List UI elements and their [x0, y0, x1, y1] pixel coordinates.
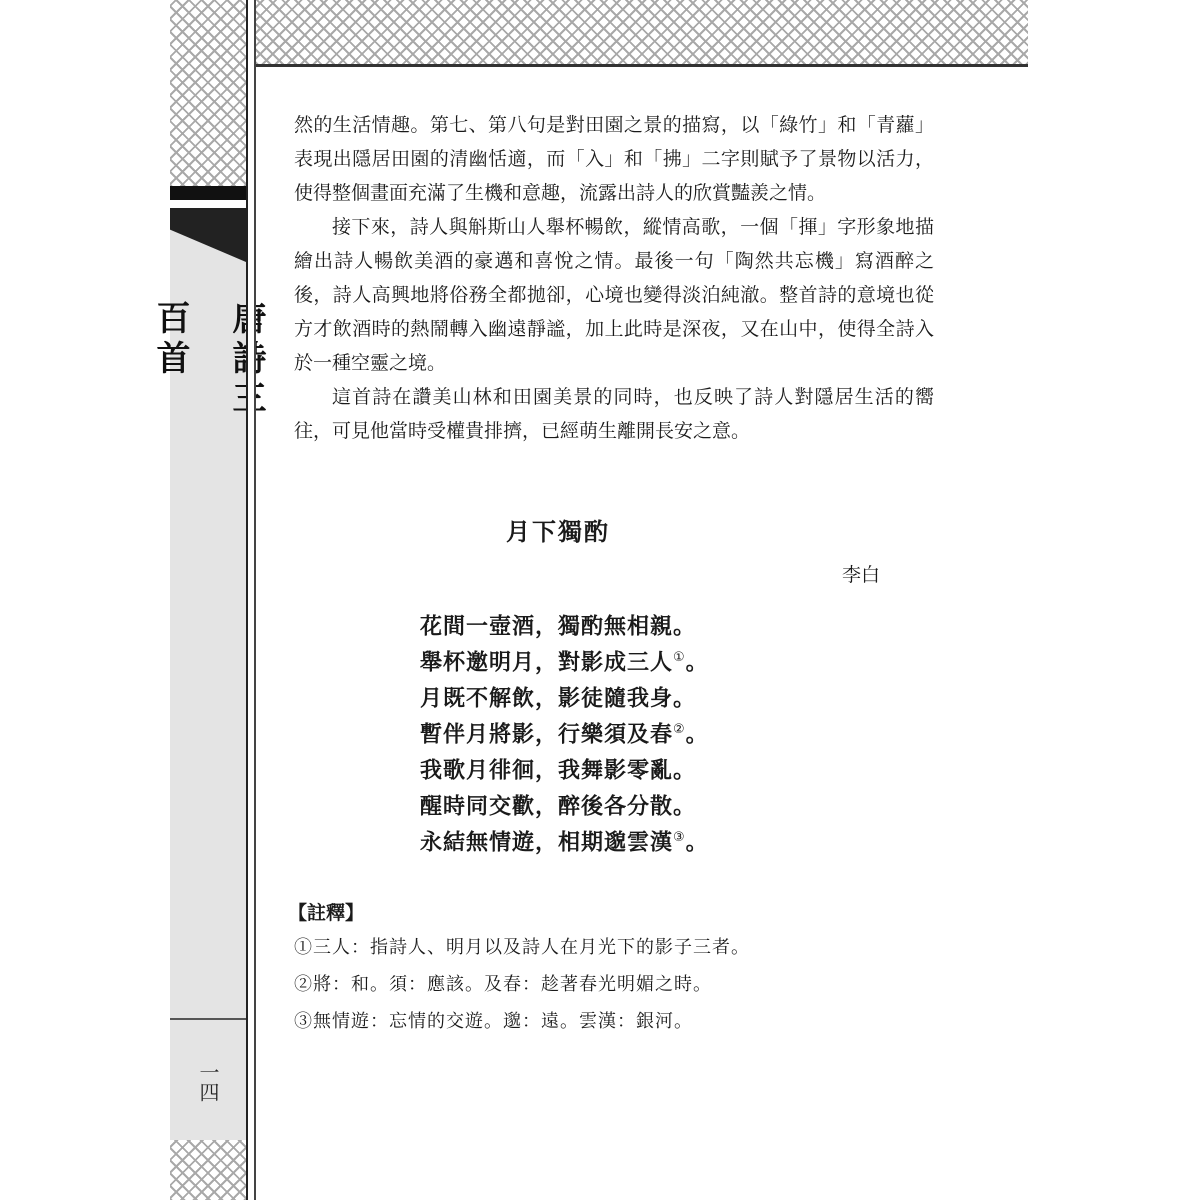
poem-title: 月下獨酌 [506, 518, 610, 546]
sidebar [150, 0, 246, 1200]
paragraph: 然的生活情趣。第七、第八句是對田園之景的描寫，以「綠竹」和「青蘿」表現出隱居田園的清幽恬適，而「入」和「拂」二字則賦予了景物以活力，使得整個畫面充滿了生機和意趣，流露出詩人的欣賞豔羨之情。 [294, 114, 934, 204]
poem-line: 暫伴月將影，行樂須及春②。 [420, 722, 709, 748]
commentary-text [294, 108, 934, 448]
sidebar-divider [170, 1018, 246, 1020]
note-item: ①三人：指詩人、明月以及詩人在月光下的影子三者。 [294, 937, 750, 958]
poem-line: 月既不解飲，影徒隨我身。 [420, 686, 697, 712]
poem-line: 永結無情遊，相期邈雲漢③。 [420, 830, 709, 856]
paragraph: 這首詩在讚美山林和田園美景的同時，也反映了詩人對隱居生活的嚮往，可見他當時受權貴排擠，已經萌生離開長安之意。 [294, 386, 934, 442]
book-title: 百首 [150, 300, 190, 380]
footnote-marker: ② [673, 722, 686, 737]
poem-line: 花間一壺酒，獨酌無相親。 [420, 614, 697, 640]
paragraph: 接下來，詩人與斛斯山人舉杯暢飲，縱情高歌，一個「揮」字形象地描繪出詩人暢飲美酒的豪邁和喜悅之情。最後一句「陶然共忘機」寫酒醉之後，詩人高興地將俗務全都拋卻，心境也變得淡泊純澈。整首詩的意境也從方才飲酒時的熱鬧轉入幽遠靜謐，加上此時是深夜，又在山中，使得全詩入於一種空靈之境。 [294, 216, 934, 374]
sidebar-dark-tab [170, 208, 246, 262]
frame-border-inner [254, 0, 256, 1200]
poem-line: 舉杯邀明月，對影成三人①。 [420, 650, 709, 676]
notes-heading: 【註釋】 [288, 902, 365, 924]
sidebar-pattern-bottom [170, 1140, 246, 1200]
page-number: 一四 [196, 1062, 220, 1102]
note-item: ②將：和。須：應該。及春：趁著春光明媚之時。 [294, 974, 712, 995]
sidebar-pattern-top [170, 0, 246, 186]
note-item: ③無情遊：忘情的交遊。邈：遠。雲漢：銀河。 [294, 1011, 693, 1032]
header-rule [256, 64, 1028, 67]
sidebar-black-bar [170, 186, 246, 200]
poem-author: 李白 [842, 564, 881, 586]
poem-line: 我歌月徘徊，我舞影零亂。 [420, 758, 697, 784]
frame-border [246, 0, 254, 1200]
poem-body [420, 604, 709, 856]
notes-list [294, 930, 750, 1041]
footnote-marker: ③ [673, 830, 686, 845]
header-pattern-band [256, 0, 1028, 64]
footnote-marker: ① [673, 650, 686, 665]
poem-line: 醒時同交歡，醉後各分散。 [420, 794, 697, 820]
